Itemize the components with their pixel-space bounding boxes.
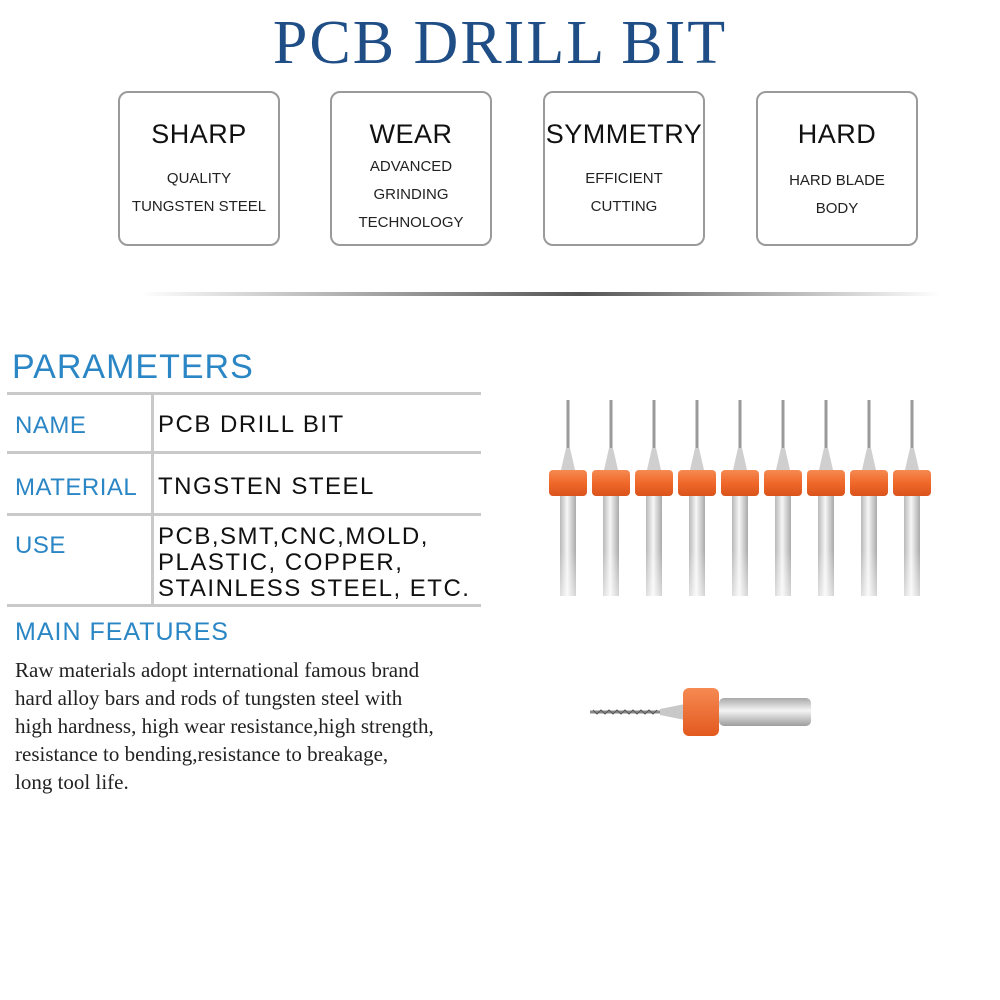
card-line: CUTTING xyxy=(590,198,658,215)
card-line: HARD BLADE xyxy=(789,172,885,189)
param-value-material: TNGSTEN STEEL xyxy=(158,473,375,500)
param-value-use-line: STAINLESS STEEL, ETC. xyxy=(158,575,471,602)
feature-card-hard xyxy=(756,91,918,246)
features-line: resistance to bending,resistance to breakage, xyxy=(15,742,389,766)
parameters-title: PARAMETERS xyxy=(12,348,254,386)
card-heading: SHARP xyxy=(151,119,247,149)
card-line: QUALITY xyxy=(166,170,232,187)
features-line: long tool life. xyxy=(15,770,129,794)
param-label-name: NAME xyxy=(15,412,87,439)
param-value-use-line: PLASTIC, COPPER, xyxy=(158,549,404,576)
table-rule xyxy=(7,451,481,454)
table-rule xyxy=(7,604,481,607)
features-line: high hardness, high wear resistance,high strength, xyxy=(15,714,434,738)
card-heading: WEAR xyxy=(369,119,453,149)
card-line: TUNGSTEN STEEL xyxy=(131,198,267,215)
param-label-material: MATERIAL xyxy=(15,474,138,501)
param-value-use-line: PCB,SMT,CNC,MOLD, xyxy=(158,523,429,550)
bit-taper xyxy=(660,704,685,720)
card-line: TECHNOLOGY xyxy=(358,214,464,231)
card-heading: HARD xyxy=(797,119,877,149)
page-title: PCB DRILL BIT xyxy=(272,9,728,77)
drill-bit-set-image xyxy=(540,390,940,630)
card-line: ADVANCED xyxy=(369,158,453,175)
section-divider xyxy=(140,292,940,296)
feature-card-symmetry xyxy=(543,91,705,246)
single-drill-bit-image xyxy=(585,682,820,742)
feature-card-wear xyxy=(330,91,492,246)
card-line: GRINDING xyxy=(373,186,449,203)
feature-card-sharp xyxy=(118,91,280,246)
bit-collar xyxy=(683,688,719,736)
table-column-rule xyxy=(151,392,154,607)
main-features-title: MAIN FEATURES xyxy=(15,618,229,646)
main-features-text xyxy=(15,656,505,796)
param-value-name: PCB DRILL BIT xyxy=(158,411,345,438)
features-line: hard alloy bars and rods of tungsten steel with xyxy=(15,686,403,710)
bit-shank xyxy=(719,698,811,726)
card-line: EFFICIENT xyxy=(585,170,663,187)
card-heading: SYMMETRY xyxy=(545,119,703,149)
features-line: Raw materials adopt international famous brand xyxy=(15,658,420,682)
card-line: BODY xyxy=(815,200,859,217)
table-rule xyxy=(7,392,481,395)
table-rule xyxy=(7,513,481,516)
param-label-use: USE xyxy=(15,532,66,559)
